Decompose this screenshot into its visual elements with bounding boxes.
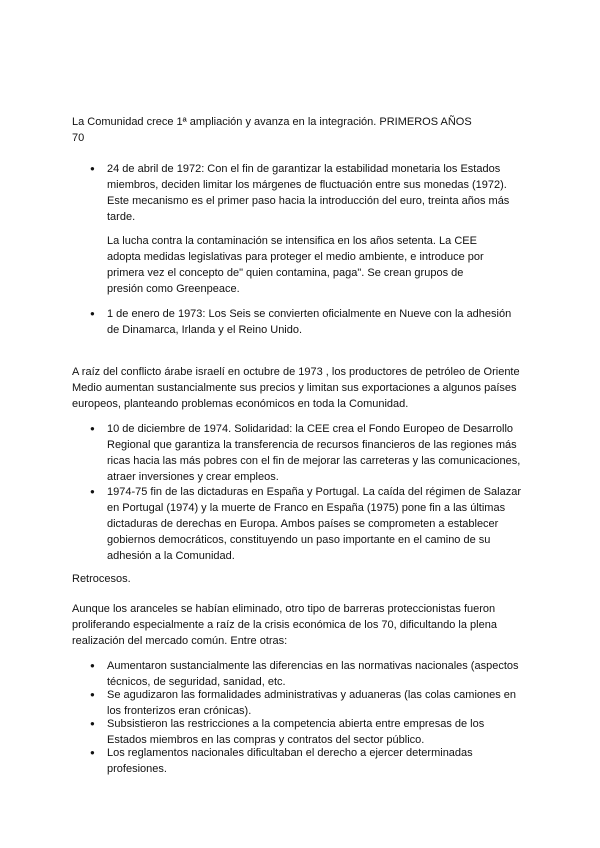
list-item-line: Este mecanismo es el primer paso hacia la introducción del euro, treinta años más <box>107 195 510 207</box>
list-item-line: atraer inversiones y crear empleos. <box>107 471 279 483</box>
paragraph-line: Medio aumentan sustancialmente sus precios y limitan sus exportaciones a algunos países <box>72 382 517 394</box>
list-item <box>90 161 530 225</box>
paragraph <box>72 364 542 412</box>
title-line: La Comunidad crece 1ª ampliación y avanza en la integración. PRIMEROS AÑOS <box>72 116 472 128</box>
list-item <box>90 306 530 338</box>
title-line: 70 <box>72 132 85 144</box>
list-item-line: técnicos, de seguridad, sanidad, etc. <box>107 676 286 688</box>
paragraph-line: primera vez el concepto de" quien contamina, paga". Se crean grupos de <box>107 267 464 279</box>
paragraph <box>72 601 542 649</box>
list-item-line: dictaduras de derechas en Europa. Ambos países se comprometen a establecer <box>107 518 499 530</box>
list-item-line: ricas hacia las más pobres con el fin de mejorar las carreteras y las comunicaciones, <box>107 455 521 467</box>
list-item-line: de Dinamarca, Irlanda y el Reino Unido. <box>107 324 303 336</box>
list-item-line: gobiernos democráticos, constituyendo un paso importante en el camino de su <box>107 534 491 546</box>
paragraph-line: europeos, planteando problemas económicos en toda la Comunidad. <box>72 398 409 410</box>
list-item-line: miembros, deciden limitar los márgenes de fluctuación entre sus monedas (1972). <box>107 179 507 191</box>
bullet-icon: ● <box>90 424 95 433</box>
paragraph-line: adopta medidas legislativas para proteger el medio ambiente, e introduce por <box>107 251 484 263</box>
list-item-line: tarde. <box>107 211 136 223</box>
paragraph-line: La lucha contra la contaminación se intensifica en los años setenta. La CEE <box>107 235 477 247</box>
paragraph-line: proliferando especialmente a raíz de la crisis económica de los 70, dificultando la plena <box>72 619 497 631</box>
paragraph-line: realización del mercado común. Entre otras: <box>72 635 288 647</box>
list-item <box>90 687 530 719</box>
paragraph-line: presión como Greenpeace. <box>107 283 240 295</box>
subheading-text: Retrocesos. <box>72 573 131 585</box>
indented-paragraph <box>107 233 527 297</box>
list-item-line: Subsistieron las restricciones a la competencia abierta entre empresas de los <box>107 718 485 730</box>
list-item <box>90 745 530 777</box>
list-item-line: los fronterizos eran crónicas). <box>107 705 252 717</box>
bullet-icon: ● <box>90 487 95 496</box>
bullet-icon: ● <box>90 164 95 173</box>
list-item-line: Regional que garantiza la transferencia de recursos financieros de las regiones más <box>107 439 517 451</box>
list-item-line: en Portugal (1974) y la muerte de Franco en España (1975) pone fin a las últimas <box>107 502 506 514</box>
paragraph-line: A raíz del conflicto árabe israelí en octubre de 1973 , los productores de petróleo de Oriente <box>72 366 520 378</box>
paragraph-line: Aunque los aranceles se habían eliminado, otro tipo de barreras proteccionistas fueron <box>72 603 496 615</box>
list-item-line: 1 de enero de 1973: Los Seis se convierten oficialmente en Nueve con la adhesión <box>107 308 512 320</box>
bullet-icon: ● <box>90 661 95 670</box>
list-item-line: Los reglamentos nacionales dificultaban el derecho a ejercer determinadas <box>107 747 473 759</box>
list-item-line: Se agudizaron las formalidades administrativas y aduaneras (las colas camiones en <box>107 689 517 701</box>
list-item-line: 10 de diciembre de 1974. Solidaridad: la CEE crea el Fondo Europeo de Desarrollo <box>107 423 514 435</box>
list-item <box>90 716 530 748</box>
section-title <box>72 114 472 146</box>
bullet-icon: ● <box>90 309 95 318</box>
list-item <box>90 484 530 564</box>
bullet-icon: ● <box>90 719 95 728</box>
list-item <box>90 658 530 690</box>
list-item-line: 24 de abril de 1972: Con el fin de garantizar la estabilidad monetaria los Estados <box>107 163 501 175</box>
list-item-line: Estados miembros en las compras y contratos del sector público. <box>107 734 425 746</box>
bullet-icon: ● <box>90 690 95 699</box>
list-item-line: profesiones. <box>107 763 167 775</box>
list-item <box>90 421 530 485</box>
subheading <box>72 571 131 587</box>
list-item-line: Aumentaron sustancialmente las diferencias en las normativas nacionales (aspectos <box>107 660 519 672</box>
list-item-line: adhesión a la Comunidad. <box>107 550 235 562</box>
bullet-icon: ● <box>90 748 95 757</box>
list-item-line: 1974-75 fin de las dictaduras en España y Portugal. La caída del régimen de Salazar <box>107 486 521 498</box>
